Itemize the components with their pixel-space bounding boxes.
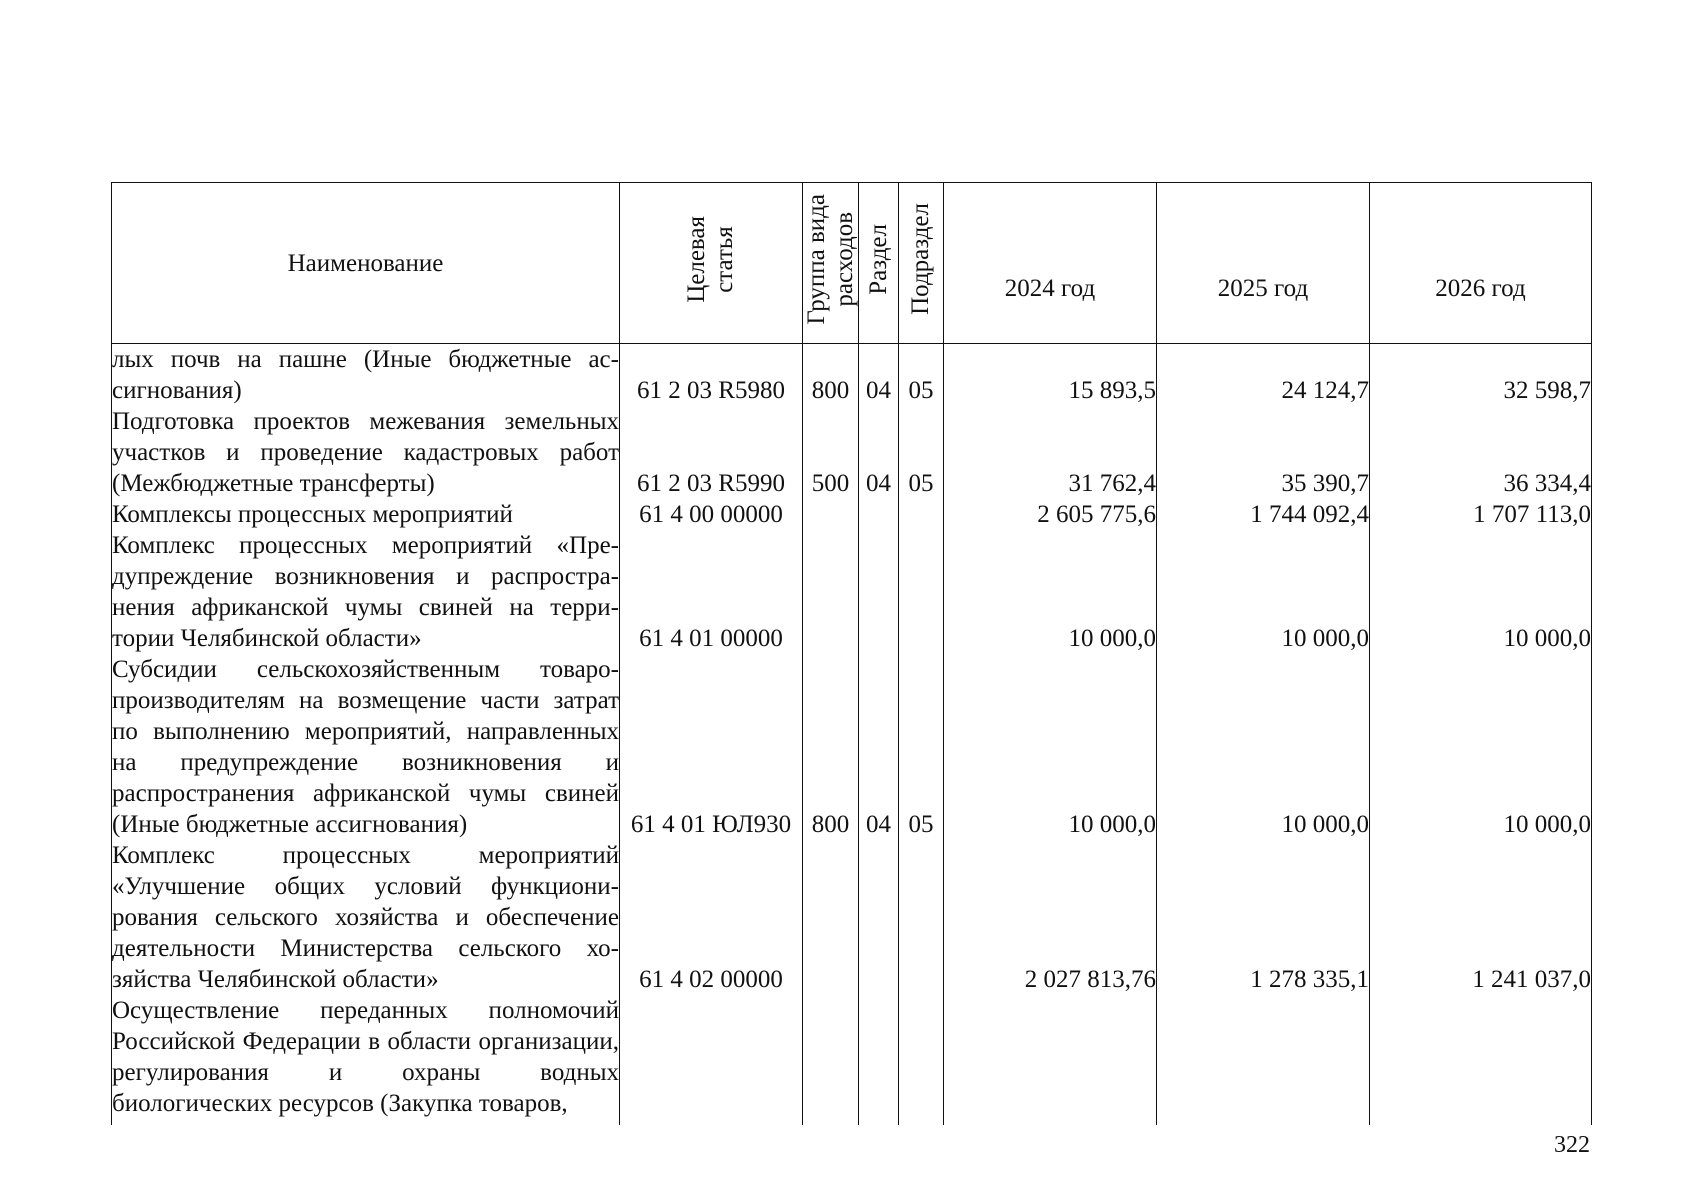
- row-value-2024: 2 027 813,76: [944, 840, 1157, 995]
- page-number: 322: [1554, 1132, 1590, 1158]
- header-code: Целевая статья: [620, 183, 803, 344]
- row-value-2026: 1 707 113,0: [1370, 499, 1592, 530]
- row-value-2025: 24 124,7: [1157, 344, 1370, 407]
- row-code: 61 2 03 R5990: [620, 406, 803, 499]
- row-name: Комплекс процессных мероприятий «Предупреждение возникновения и распространения африканской чумы свиней на территории Челябинской области»: [112, 532, 619, 652]
- row-value-2025: [1157, 995, 1370, 1119]
- row-value-2026: 36 334,4: [1370, 406, 1592, 499]
- row-group: 800: [803, 654, 859, 840]
- row-section: 04: [859, 654, 899, 840]
- row-subsection: 05: [899, 344, 944, 407]
- header-year-2026: 2026 год: [1370, 183, 1592, 344]
- table-row-continuation: [112, 1119, 1592, 1125]
- row-value-2024: 10 000,0: [944, 654, 1157, 840]
- row-value-2026: 1 241 037,0: [1370, 840, 1592, 995]
- row-value-2025: 1 278 335,1: [1157, 840, 1370, 995]
- header-year-2024: 2024 год: [944, 183, 1157, 344]
- row-value-2026: 10 000,0: [1370, 654, 1592, 840]
- row-name: Подготовка проектов межевания земельных участков и проведение кадастровых работ (Межбюджетные трансферты): [112, 408, 619, 497]
- row-section: [859, 840, 899, 995]
- row-code: 61 4 00 00000: [620, 499, 803, 530]
- row-subsection: 05: [899, 406, 944, 499]
- row-code: [620, 995, 803, 1119]
- table-row: [112, 654, 1592, 840]
- table-row: [112, 530, 1592, 654]
- row-group: 800: [803, 344, 859, 407]
- row-value-2026: 10 000,0: [1370, 530, 1592, 654]
- row-subsection: [899, 995, 944, 1119]
- row-value-2024: 2 605 775,6: [944, 499, 1157, 530]
- row-section: 04: [859, 406, 899, 499]
- row-name: Комплексы процессных мероприятий: [112, 499, 620, 530]
- row-section: [859, 499, 899, 530]
- row-code: 61 4 02 00000: [620, 840, 803, 995]
- row-subsection: [899, 840, 944, 995]
- row-value-2025: 1 744 092,4: [1157, 499, 1370, 530]
- row-value-2025: 10 000,0: [1157, 654, 1370, 840]
- row-code: 61 2 03 R5980: [620, 344, 803, 407]
- row-subsection: [899, 530, 944, 654]
- row-name: Комплекс процессных мероприятий «Улучшение общих условий функционирования сельского хозяйства и обеспечение деятельности Министерства сельского хозяйства Челябинской области»: [112, 842, 619, 993]
- table-header-row: [112, 183, 1592, 344]
- row-group: [803, 499, 859, 530]
- row-value-2025: 35 390,7: [1157, 406, 1370, 499]
- row-section: [859, 530, 899, 654]
- row-group: [803, 995, 859, 1119]
- row-section: [859, 995, 899, 1119]
- row-section: 04: [859, 344, 899, 407]
- table-row: [112, 406, 1592, 499]
- row-name: лых почв на пашне (Иные бюджетные ассигнования): [112, 344, 620, 407]
- row-code: 61 4 01 ЮЛ930: [620, 654, 803, 840]
- row-value-2026: [1370, 995, 1592, 1119]
- row-subsection: [899, 499, 944, 530]
- row-subsection: 05: [899, 654, 944, 840]
- header-name: Наименование: [112, 183, 620, 344]
- row-group: 500: [803, 406, 859, 499]
- budget-table: [111, 182, 1592, 1125]
- table-row: [112, 499, 1592, 530]
- row-value-2024: 15 893,5: [944, 344, 1157, 407]
- table-row: [112, 344, 1592, 407]
- row-group: [803, 840, 859, 995]
- row-value-2025: 10 000,0: [1157, 530, 1370, 654]
- table-row: [112, 995, 1592, 1119]
- row-name: Субсидии сельскохозяйственным товаропроизводителям на возмещение части затрат по выполнению мероприятий, направленных на предупреждение возникновения и распространения африканской чумы свиней (Иные бюджетные ассигнования): [112, 656, 619, 838]
- row-code: 61 4 01 00000: [620, 530, 803, 654]
- header-subsection: Подраздел: [899, 183, 944, 344]
- header-section: Раздел: [859, 183, 899, 344]
- table-row: [112, 840, 1592, 995]
- row-value-2024: 10 000,0: [944, 530, 1157, 654]
- row-value-2024: [944, 995, 1157, 1119]
- row-group: [803, 530, 859, 654]
- row-value-2024: 31 762,4: [944, 406, 1157, 499]
- row-name: Осуществление переданных полномочий Российской Федерации в области организации, регулирования и охраны водных биологических ресурсов (Закупка товаров,: [112, 997, 619, 1117]
- row-value-2026: 32 598,7: [1370, 344, 1592, 407]
- header-group: Группа вида расходов: [803, 183, 859, 344]
- header-year-2025: 2025 год: [1157, 183, 1370, 344]
